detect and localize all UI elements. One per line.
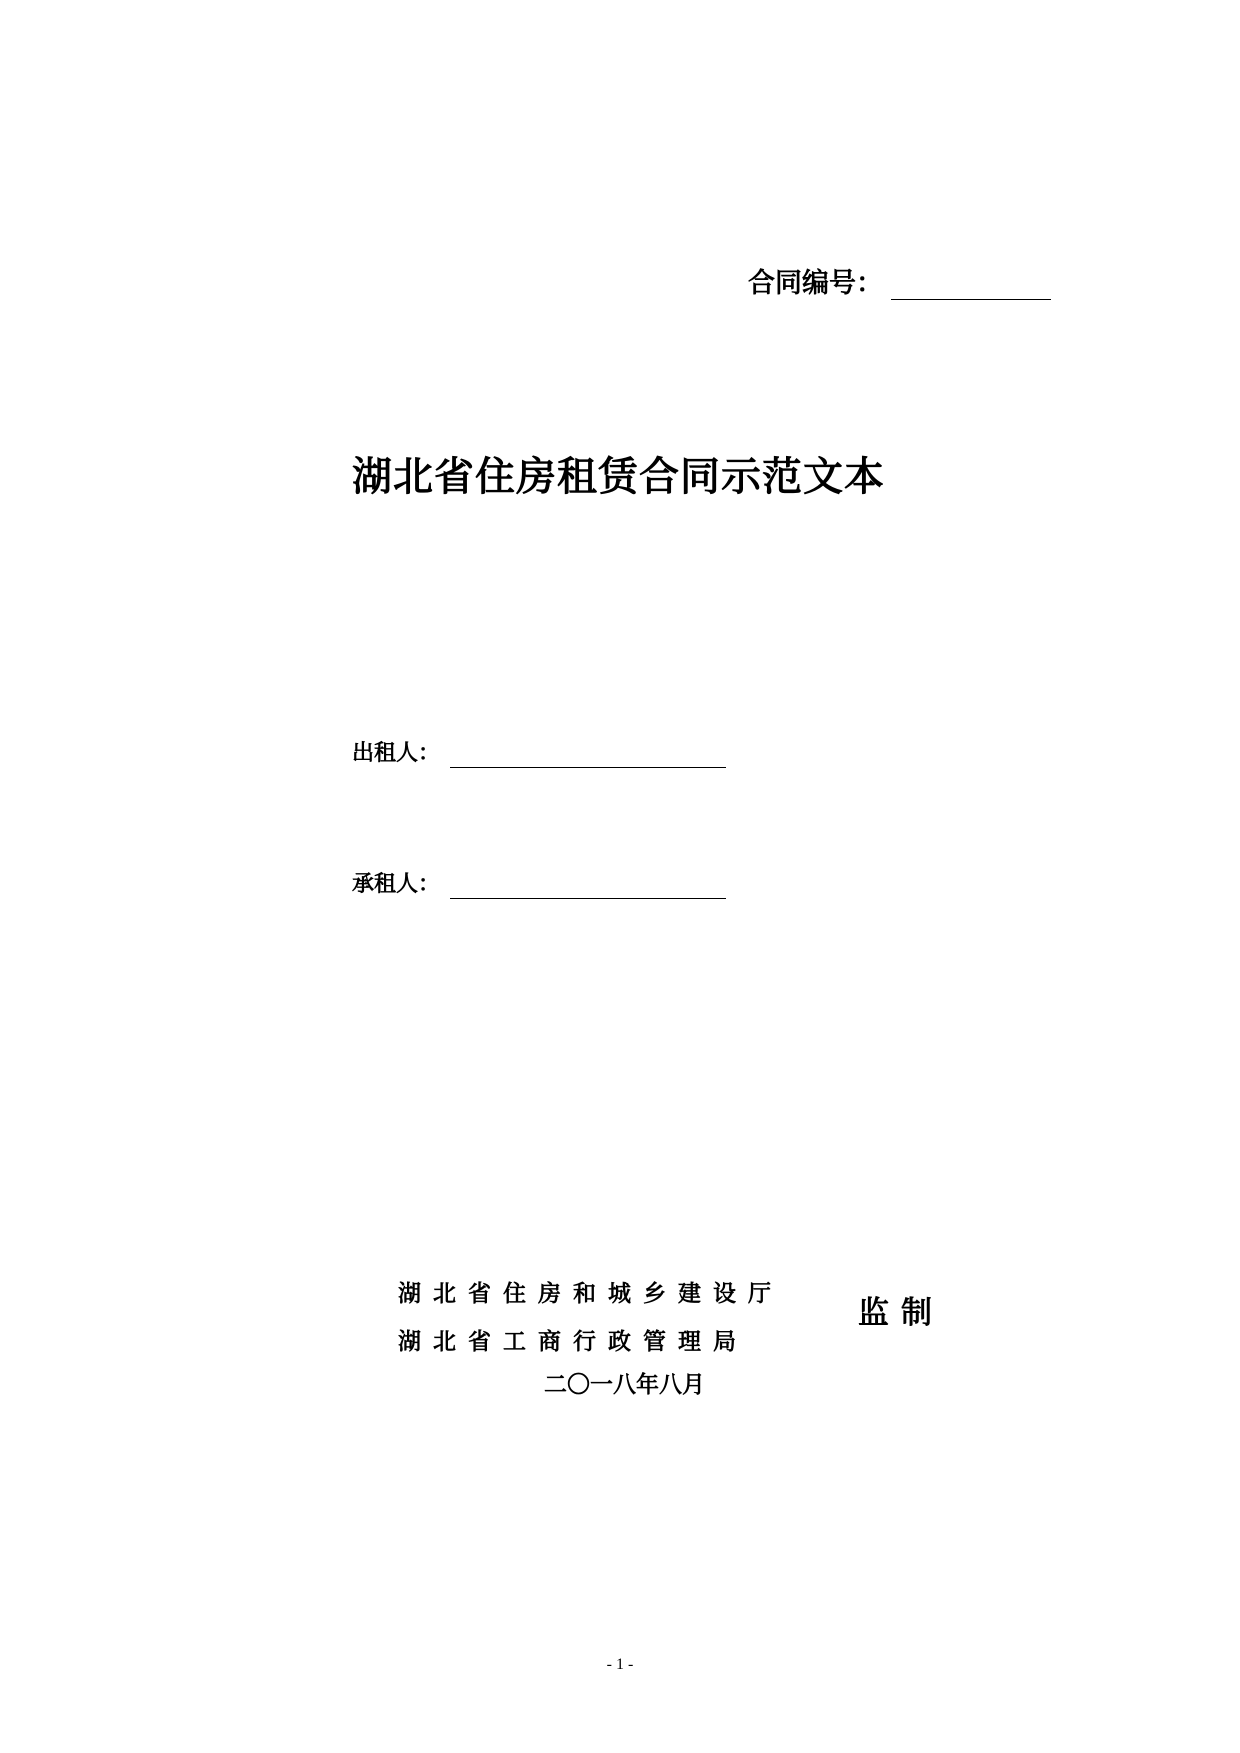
lessee-field: [352, 871, 726, 899]
document-title: 湖北省住房租赁合同示范文本: [352, 454, 885, 500]
lessor-field: [352, 740, 726, 768]
lessor-blank-line: [450, 743, 726, 768]
issuer-industry-commerce-bureau: 湖北省工商行政管理局: [398, 1329, 748, 1355]
lessee-label: 承租人：: [352, 872, 441, 897]
contract-number-field: [748, 268, 1051, 300]
contract-number-blank-line: [891, 269, 1051, 300]
issue-date: 二〇一八年八月: [544, 1372, 705, 1398]
page-number: - 1 -: [606, 1656, 634, 1673]
issuing-authorities: [398, 1270, 783, 1366]
lessee-blank-line: [450, 874, 726, 899]
issuer-housing-department: 湖北省住房和城乡建设厅: [398, 1281, 783, 1307]
contract-number-label: 合同编号：: [748, 268, 883, 299]
lessor-label: 出租人：: [352, 741, 441, 766]
supervise-label: 监制: [858, 1295, 944, 1331]
